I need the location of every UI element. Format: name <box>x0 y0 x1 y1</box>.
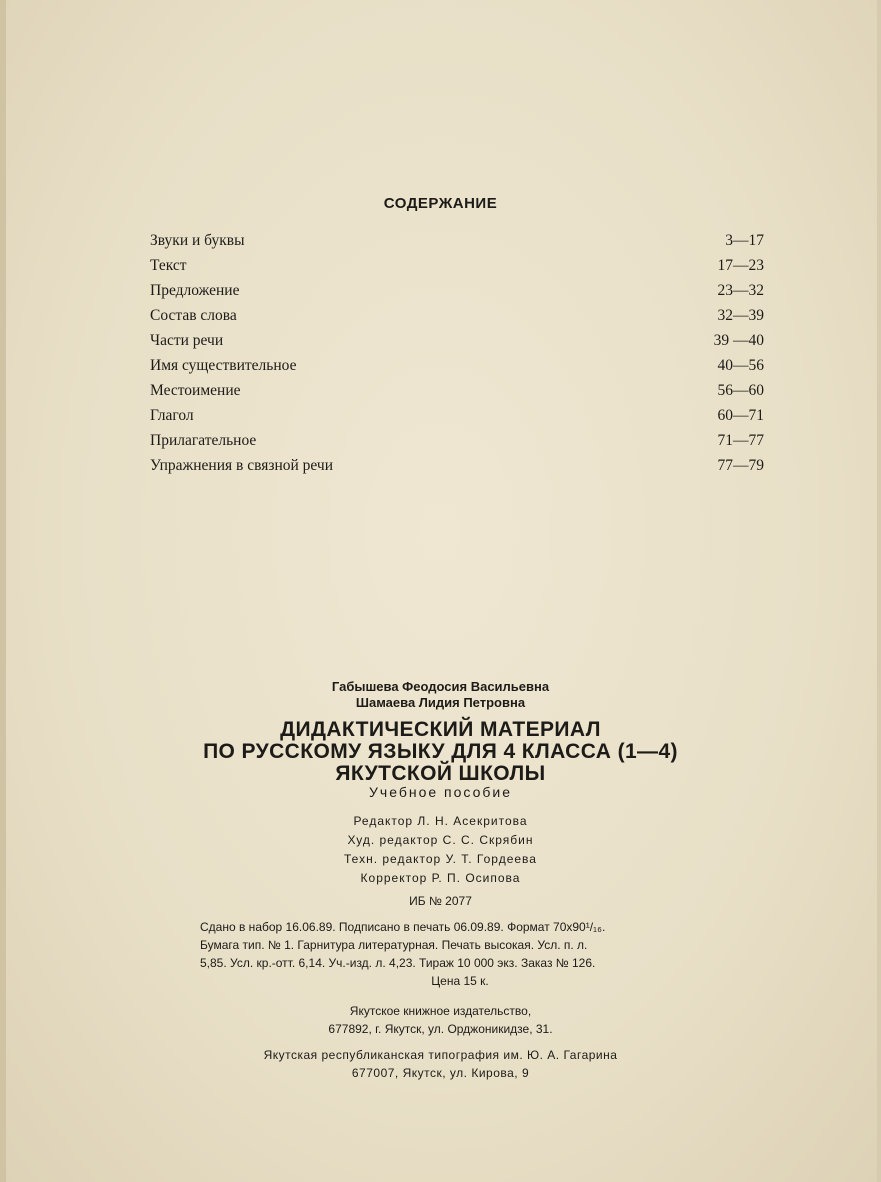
toc-heading: СОДЕРЖАНИЕ <box>383 195 498 212</box>
publisher <box>0 1002 881 1038</box>
author-name: Габышева Феодосия Васильевна <box>331 679 550 694</box>
toc-row <box>150 453 764 478</box>
toc-row <box>150 253 764 278</box>
credit-line: Худ. редактор С. С. Скрябин <box>347 833 534 847</box>
toc-row <box>150 428 764 453</box>
toc-title: Упражнения в связной речи <box>150 457 334 474</box>
toc-pages: 60—71 <box>717 407 764 424</box>
publisher-line: 677892, г. Якутск, ул. Орджоникидзе, 31. <box>328 1022 553 1036</box>
book-title <box>0 719 881 785</box>
toc-row <box>150 303 764 328</box>
toc-row <box>150 228 764 253</box>
toc-title: Прилагательное <box>150 432 257 449</box>
toc-row <box>150 278 764 303</box>
imprint-line: 5,85. Усл. кр.-отт. 6,14. Уч.-изд. л. 4,23. Тираж 10 000 экз. Заказ № 126. <box>200 956 596 970</box>
subtitle: Учебное пособие <box>369 784 512 800</box>
toc-row <box>150 378 764 403</box>
imprint-line: Бумага тип. № 1. Гарнитура литературная. Печать высокая. Усл. п. л. <box>200 938 588 952</box>
toc-title: Предложение <box>150 282 240 299</box>
authors <box>0 679 881 711</box>
toc-title: Текст <box>150 257 187 274</box>
toc-pages: 3—17 <box>725 232 764 249</box>
printer-line: 677007, Якутск, ул. Кирова, 9 <box>351 1066 530 1080</box>
credit-line: Техн. редактор У. Т. Гордеева <box>344 852 537 866</box>
toc-pages: 17—23 <box>717 257 764 274</box>
toc-pages: 56—60 <box>717 382 764 399</box>
book-title-line: ДИДАКТИЧЕСКИЙ МАТЕРИАЛ <box>280 718 601 741</box>
toc-row <box>150 328 764 353</box>
toc-title: Местоимение <box>150 382 241 399</box>
toc-row <box>150 403 764 428</box>
ib-number: ИБ № 2077 <box>409 894 472 908</box>
book-title-line: ПО РУССКОМУ ЯЗЫКУ ДЛЯ 4 КЛАССА (1—4) <box>203 740 678 763</box>
price: Цена 15 к. <box>431 974 489 988</box>
toc-row <box>150 353 764 378</box>
printer-line: Якутская республиканская типография им. Ю. А. Гагарина <box>263 1048 618 1062</box>
imprint <box>200 918 720 990</box>
author-name: Шамаева Лидия Петровна <box>355 695 526 710</box>
toc-pages: 23—32 <box>717 282 764 299</box>
credits <box>0 812 881 888</box>
publisher-line: Якутское книжное издательство, <box>349 1004 532 1018</box>
credit-line: Редактор Л. Н. Асекритова <box>353 814 528 828</box>
toc-title: Имя существительное <box>150 357 297 374</box>
toc-title: Звуки и буквы <box>150 232 245 249</box>
toc-pages: 32—39 <box>717 307 764 324</box>
toc-pages: 39 —40 <box>713 332 764 349</box>
printer <box>0 1046 881 1082</box>
book-title-line: ЯКУТСКОЙ ШКОЛЫ <box>335 762 546 785</box>
table-of-contents <box>150 228 764 478</box>
toc-pages: 40—56 <box>717 357 764 374</box>
toc-pages: 71—77 <box>717 432 764 449</box>
toc-title: Состав слова <box>150 307 237 324</box>
imprint-line: Сдано в набор 16.06.89. Подписано в печать 06.09.89. Формат 70х90¹/₁₆. <box>200 920 606 934</box>
toc-pages: 77—79 <box>717 457 764 474</box>
toc-title: Части речи <box>150 332 224 349</box>
toc-title: Глагол <box>150 407 194 424</box>
credit-line: Корректор Р. П. Осипова <box>360 871 521 885</box>
